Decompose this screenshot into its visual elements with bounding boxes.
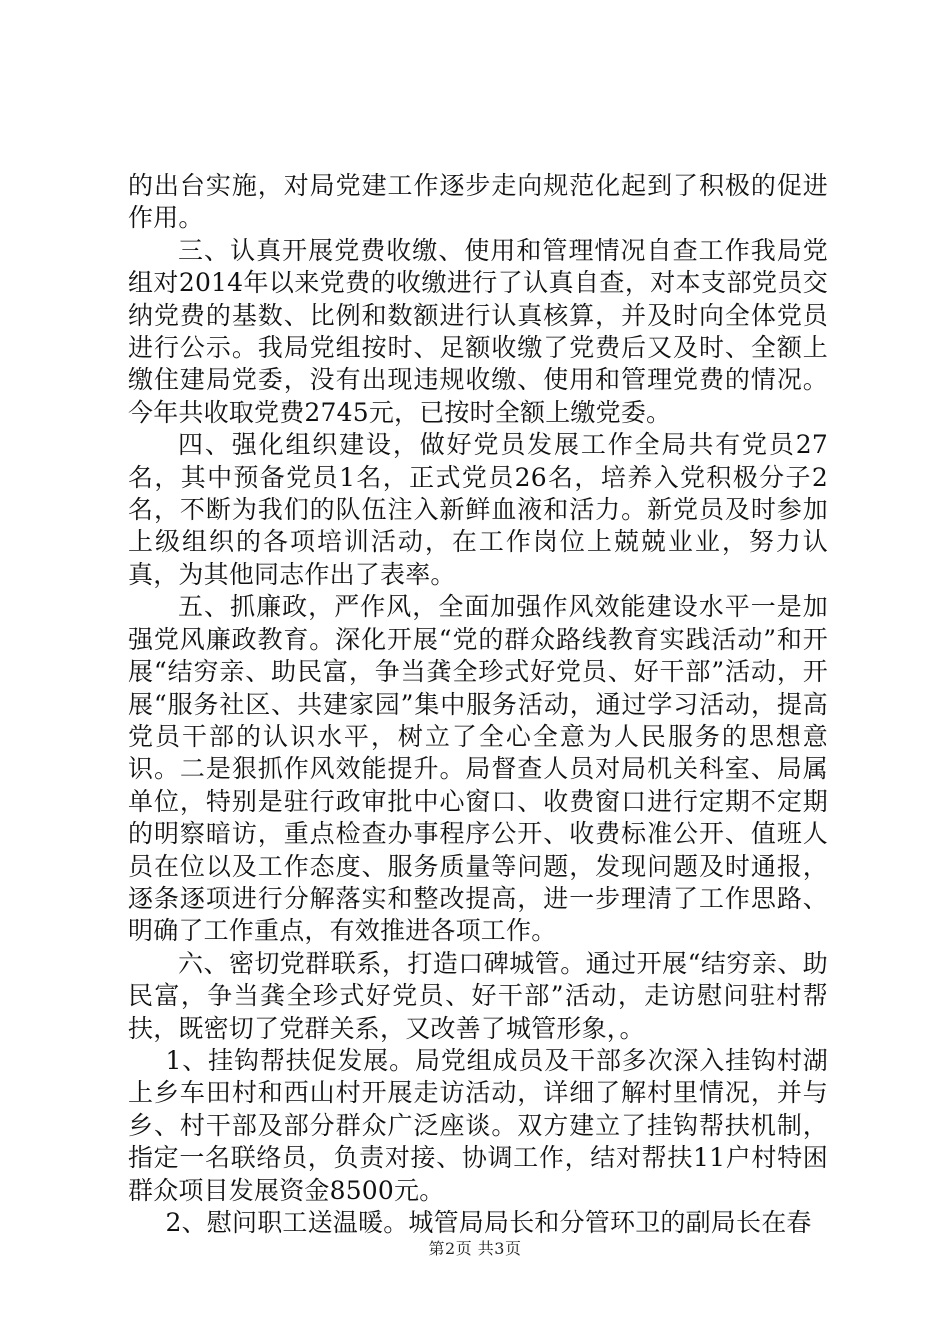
paragraph-item-2: 2、慰问职工送温暖。城管局局长和分管环卫的副局长在春 bbox=[165, 1208, 812, 1237]
paragraph-organization: 四、强化组织建设，做好党员发展工作全局共有党员27名，其中预备党员1名，正式党员26名，培养入党积极分子2名，不断为我们的队伍注入新鲜血液和活力。新党员及时参加上级组织的各项培训活动，在工作岗位上兢兢业业，努力认真，为其他同志作出了表率。 bbox=[128, 430, 828, 589]
document-body bbox=[128, 170, 828, 1239]
paragraph-party-dues: 三、认真开展党费收缴、使用和管理情况自查工作我局党组对2014年以来党费的收缴进行了认真自查，对本支部党员交纳党费的基数、比例和数额进行认真核算，并及时向全体党员进行公示。我局党组按时、足额收缴了党费后又及时、全额上缴住建局党委，没有出现违规收缴、使用和管理党费的情况。今年共收取党费2745元，已按时全额上缴党委。 bbox=[128, 235, 828, 427]
paragraph-continuation: 的出台实施，对局党建工作逐步走向规范化起到了积极的促进作用。 bbox=[128, 171, 828, 233]
paragraph-integrity: 五、抓廉政，严作风，全面加强作风效能建设水平一是加强党风廉政教育。深化开展“党的群众路线教育实践活动”和开展“结穷亲、助民富，争当龚全珍式好党员、好干部”活动，开展“服务社区、共建家园”集中服务活动，通过学习活动，提高党员干部的认识水平，树立了全心全意为人民服务的思想意识。二是狠抓作风效能提升。局督查人员对局机关科室、局属单位，特别是驻行政审批中心窗口、收费窗口进行定期不定期的明察暗访，重点检查办事程序公开、收费标准公开、值班人员在位以及工作态度、服务质量等问题，发现问题及时通报，逐条逐项进行分解落实和整改提高，进一步理清了工作思路、明确了工作重点，有效推进各项工作。 bbox=[128, 592, 828, 946]
paragraph-community: 六、密切党群联系，打造口碑城管。通过开展“结穷亲、助民富，争当龚全珍式好党员、好干部”活动，走访慰问驻村帮扶，既密切了党群关系，又改善了城管形象，。 bbox=[128, 948, 828, 1043]
paragraph-item-1: 1、挂钩帮扶促发展。局党组成员及干部多次深入挂钩村湖上乡车田村和西山村开展走访活动，详细了解村里情况，并与乡、村干部及部分群众广泛座谈。双方建立了挂钩帮扶机制，指定一名联络员，负责对接、协调工作，结对帮扶11户村特困群众项目发展资金8500元。 bbox=[128, 1045, 828, 1205]
page-number-footer: 第2页 共3页 bbox=[428, 1239, 522, 1258]
